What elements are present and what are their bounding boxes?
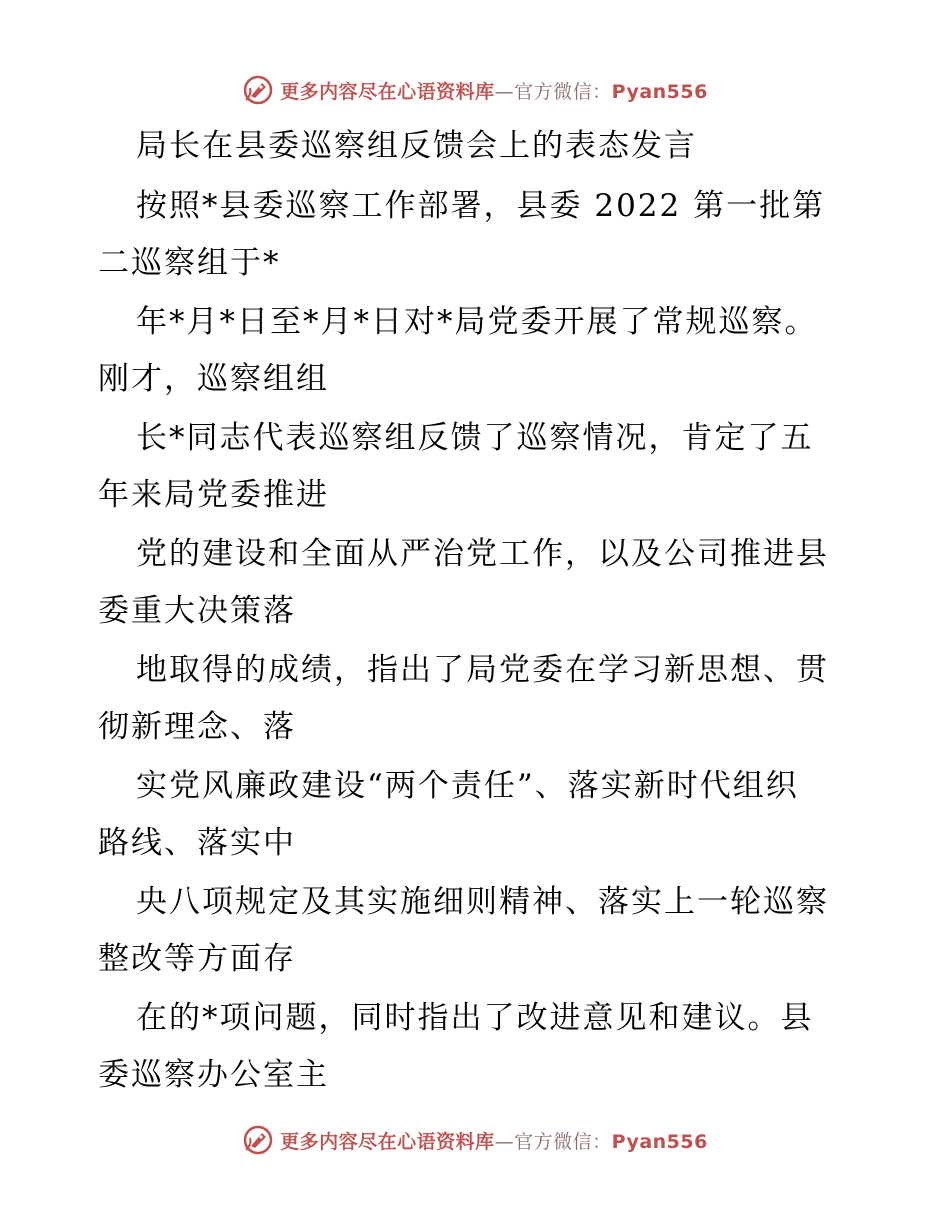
- paragraph-line: 彻新理念、落: [98, 709, 296, 745]
- watermark-brand: 更多内容尽在心语资料库: [280, 1130, 495, 1153]
- watermark-brand: 更多内容尽在心语资料库: [280, 80, 495, 103]
- paragraph-line: 长*同志代表巡察组反馈了巡察情况，肯定了五: [136, 420, 814, 456]
- paragraph-line: 地取得的成绩，指出了局党委在学习新思想、贯: [136, 652, 829, 688]
- paragraph-line: 路线、落实中: [98, 825, 296, 861]
- paragraph-line: 党的建设和全面从严治党工作，以及公司推进县: [136, 536, 829, 572]
- paragraph-line: 实党风廉政建设“两个责任”、落实新时代组织: [136, 768, 799, 804]
- watermark-official-id: Pyan556: [611, 80, 708, 103]
- paragraph-line: 二巡察组于*: [98, 245, 281, 281]
- paragraph-line: 刚才，巡察组组: [98, 361, 329, 397]
- paragraph-line: 整改等方面存: [98, 941, 296, 977]
- footer-watermark: [0, 1120, 950, 1160]
- paragraph-line: 委重大决策落: [98, 593, 296, 629]
- watermark-text: [280, 1127, 708, 1154]
- document-title: 局长在县委巡察组反馈会上的表态发言: [136, 128, 697, 164]
- watermark-separator: —: [494, 80, 515, 103]
- watermark-text: [280, 77, 708, 104]
- paragraph-line: 在的*项问题，同时指出了改进意见和建议。县: [136, 1000, 814, 1036]
- paragraph-line: 年*月*日至*月*日对*局党委开展了常规巡察。: [136, 304, 818, 340]
- watermark-official-id: Pyan556: [611, 1130, 708, 1153]
- paragraph-line: 委巡察办公室主: [98, 1057, 329, 1093]
- header-watermark: [0, 70, 950, 110]
- pen-nib-circle-icon: [242, 1124, 274, 1156]
- paragraph-line: 央八项规定及其实施细则精神、落实上一轮巡察: [136, 884, 829, 920]
- pen-nib-circle-icon: [242, 74, 274, 106]
- watermark-official-label: 官方微信：: [514, 1130, 612, 1153]
- watermark-separator: —: [494, 1130, 515, 1153]
- paragraph-line: 年来局党委推进: [98, 477, 329, 513]
- watermark-official-label: 官方微信：: [514, 80, 612, 103]
- paragraph-line: 按照*县委巡察工作部署，县委 2022 第一批第: [136, 188, 826, 224]
